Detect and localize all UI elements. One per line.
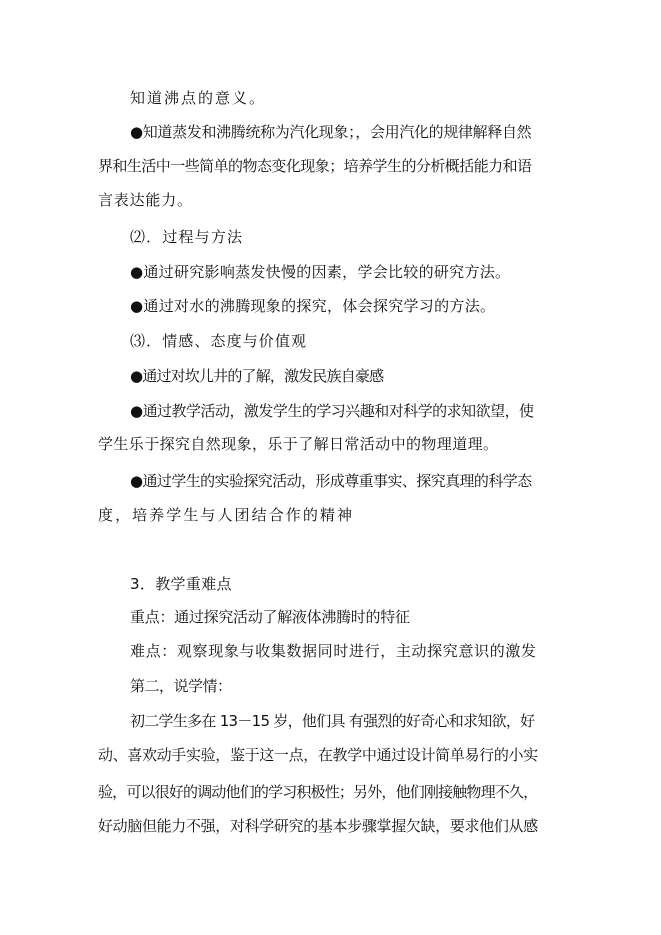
text-line: ●通过对水的沸腾现象的探究，体会探究学习的方法。 bbox=[130, 297, 496, 315]
text-line: 学生乐于探究自然现象，乐于了解日常活动中的物理道理。 bbox=[98, 435, 499, 453]
text-line: ●知道蒸发和沸腾统称为汽化现象；，会用汽化的规律解释自然 bbox=[130, 123, 532, 141]
text-line: ●通过对坎儿井的了解，激发民族自豪感 bbox=[130, 367, 384, 385]
text-line: ⑶．情感、态度与价值观 bbox=[130, 332, 308, 350]
text-line: 难点：观察现象与收集数据同时进行，主动探究意识的激发 bbox=[130, 642, 537, 660]
text-line: ●通过研究影响蒸发快慢的因素，学会比较的研究方法。 bbox=[130, 263, 511, 281]
section-heading: 3．教学重难点 bbox=[130, 575, 232, 593]
text-line: 界和生活中一些简单的物态变化现象；培养学生的分析概括能力和语 bbox=[98, 157, 532, 175]
text-line: ⑵．过程与方法 bbox=[130, 228, 244, 246]
section-heading: 第二，说学情： bbox=[130, 677, 232, 695]
text-line: 言表达能力。 bbox=[98, 191, 193, 209]
text-line: 好动脑但能力不强，对科学研究的基本步骤掌握欠缺，要求他们从感 bbox=[98, 817, 538, 835]
text-line: 初二学生多在 13－15 岁，他们具 有强烈的好奇心和求知欲，好 bbox=[130, 712, 535, 730]
text-line: 动、喜欢动手实验，鉴于这一点，在教学中通过设计简单易行的小实 bbox=[98, 746, 538, 764]
text-line: 度，培养学生与人团结合作的精神 bbox=[98, 506, 355, 524]
text-line: ●通过教学活动，激发学生的学习兴趣和对科学的求知欲望，使 bbox=[130, 402, 534, 420]
text-line: 知道沸点的意义。 bbox=[130, 89, 267, 107]
text-line: 验，可以很好的调动他们的学习积极性；另外，他们刚接触物理不久， bbox=[98, 783, 538, 801]
text-line: ●通过学生的实验探究活动，形成尊重事实、探究真理的科学态 bbox=[130, 472, 532, 490]
text-line: 重点：通过探究活动了解液体沸腾时的特征 bbox=[130, 608, 410, 626]
